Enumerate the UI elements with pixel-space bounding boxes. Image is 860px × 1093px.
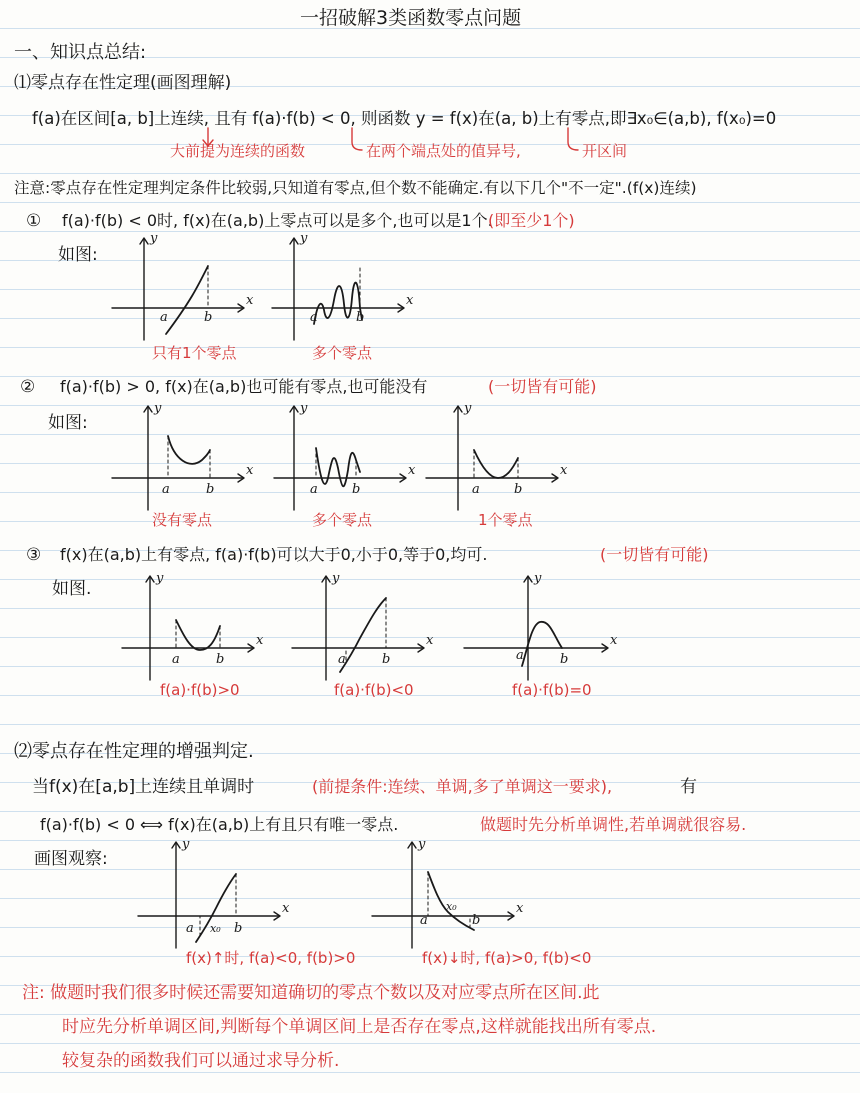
case2-caption-2: 多个零点 <box>312 511 373 529</box>
tick-label-b: b <box>560 652 569 667</box>
tick-label-b: b <box>472 913 481 928</box>
tick-label-b: b <box>206 482 215 497</box>
note-text: 注意:零点存在性定理判定条件比较弱,只知道有零点,但个数不能确定.有以下几个"不一定".(f(x)连续) <box>14 179 697 197</box>
case2-figure-label: 如图: <box>48 413 88 433</box>
y-axis-label: y <box>300 401 308 416</box>
annotation-sign: 在两个端点处的值异号, <box>366 142 521 160</box>
arrow-open <box>568 128 578 150</box>
tick-label-b: b <box>352 482 361 497</box>
y-axis-label: y <box>464 401 472 416</box>
x-axis-label: x <box>426 633 434 648</box>
x-axis-label: x <box>246 463 254 478</box>
y-axis-label: y <box>182 837 190 852</box>
case1-figure-label: 如图: <box>58 245 98 265</box>
section2-figure-label: 画图观察: <box>34 849 108 869</box>
graph-many-zeros <box>270 228 430 348</box>
footnote-line2: 时应先分析单调区间,判断每个单调区间上是否存在零点,这样就能找出所有零点. <box>62 1017 657 1037</box>
section2-line2: f(a)·f(b) < 0 ⟺ f(x)在(a,b)上有且只有唯一零点. <box>40 815 399 834</box>
y-axis-label: y <box>418 837 426 852</box>
graph-many-zeros-2 <box>272 398 432 518</box>
graph-one-zero-touch <box>424 398 584 518</box>
x-axis-label: x <box>516 901 524 916</box>
case3-caption-1: f(a)·f(b)>0 <box>160 681 240 699</box>
case1-caption-2: 多个零点 <box>312 344 373 362</box>
tick-label-x0: x₀ <box>446 900 457 913</box>
x-axis-label: x <box>408 463 416 478</box>
tick-label-a: a <box>310 482 318 497</box>
graph-product-zero <box>462 570 622 690</box>
case3-text: f(x)在(a,b)上有零点, f(a)·f(b)可以大于0,小于0,等于0,均可. <box>60 545 488 564</box>
tick-label-a: a <box>516 648 524 663</box>
x-axis-label: x <box>256 633 264 648</box>
section1-heading: 一、知识点总结: <box>14 42 147 63</box>
graph-no-zero <box>110 398 270 518</box>
footnote-line3: 较复杂的函数我们可以通过求导分析. <box>62 1051 340 1071</box>
x-axis-label: x <box>282 901 290 916</box>
section2-caption-increasing: f(x)↑时, f(a)<0, f(b)>0 <box>186 949 356 967</box>
case1-text: f(a)·f(b) < 0时, f(x)在(a,b)上零点可以是多个,也可以是1个. <box>62 211 493 230</box>
section2-line1-end: 有 <box>680 777 697 797</box>
tick-label-x0: x₀ <box>210 922 221 935</box>
y-axis-label: y <box>300 231 308 246</box>
tick-label-b: b <box>234 921 243 936</box>
case3-caption-2: f(a)·f(b)<0 <box>334 681 414 699</box>
annotation-continuous: 大前提为连续的函数 <box>170 142 306 160</box>
y-axis-label: y <box>156 571 164 586</box>
tick-label-a: a <box>472 482 480 497</box>
tick-label-a: a <box>338 652 346 667</box>
tick-label-a: a <box>186 921 194 936</box>
y-axis-label: y <box>150 231 158 246</box>
x-axis-label: x <box>246 293 254 308</box>
graph-decreasing <box>370 838 540 958</box>
case1-caption-1: 只有1个零点 <box>152 344 237 362</box>
theorem-statement: f(a)在区间[a, b]上连续, 且有 f(a)·f(b) < 0, 则函数 y = f(x)在(a, b)上有零点,即∃x₀∈(a,b), f(x₀)=0 <box>32 109 777 128</box>
tick-label-a: a <box>162 482 170 497</box>
case2-caption-3: 1个零点 <box>478 511 533 529</box>
case3-caption-3: f(a)·f(b)=0 <box>512 681 592 699</box>
tick-label-a: a <box>160 310 168 325</box>
x-axis-label: x <box>406 293 414 308</box>
case1-number: ① <box>26 211 42 231</box>
y-axis-label: y <box>332 571 340 586</box>
graph-product-negative <box>290 570 450 690</box>
case3-number: ③ <box>26 545 42 565</box>
graph-one-zero <box>110 228 270 348</box>
y-axis-label: y <box>154 401 162 416</box>
tick-label-b: b <box>382 652 391 667</box>
case2-number: ② <box>20 377 36 397</box>
tick-label-b: b <box>204 310 213 325</box>
graph-product-positive <box>120 570 280 690</box>
section2-line1-red: (前提条件:连续、单调,多了单调这一要求), <box>312 777 613 796</box>
annotation-open-interval: 开区间 <box>582 142 628 160</box>
section1-subheading: ⑴零点存在性定理(画图理解) <box>14 73 232 93</box>
tick-label-a: a <box>420 913 428 928</box>
case3-red-note: (一切皆有可能) <box>600 545 709 564</box>
x-axis-label: x <box>560 463 568 478</box>
section2-heading: ⑵零点存在性定理的增强判定. <box>14 741 254 762</box>
graph-increasing <box>136 838 306 958</box>
tick-label-b: b <box>514 482 523 497</box>
section2-line1: 当f(x)在[a,b]上连续且单调时 <box>32 777 255 797</box>
y-axis-label: y <box>534 571 542 586</box>
case2-text: f(a)·f(b) > 0, f(x)在(a,b)也可能有零点,也可能没有 <box>60 377 428 396</box>
tick-label-a: a <box>310 310 318 325</box>
page-title: 一招破解3类函数零点问题 <box>300 7 522 29</box>
section2-caption-decreasing: f(x)↓时, f(a)>0, f(b)<0 <box>422 949 592 967</box>
tick-label-b: b <box>216 652 225 667</box>
section2-line2-red: 做题时先分析单调性,若单调就很容易. <box>480 815 747 834</box>
footnote-line1: 注: 做题时我们很多时候还需要知道确切的零点个数以及对应零点所在区间.此 <box>22 983 600 1003</box>
tick-label-a: a <box>172 652 180 667</box>
tick-label-b: b <box>356 310 365 325</box>
x-axis-label: x <box>610 633 618 648</box>
arrow-sign <box>352 128 362 150</box>
case3-figure-label: 如图. <box>52 579 92 599</box>
case2-caption-1: 没有零点 <box>152 511 213 529</box>
case1-red-note: (即至少1个) <box>488 211 575 230</box>
case2-red-note: (一切皆有可能) <box>488 377 597 396</box>
